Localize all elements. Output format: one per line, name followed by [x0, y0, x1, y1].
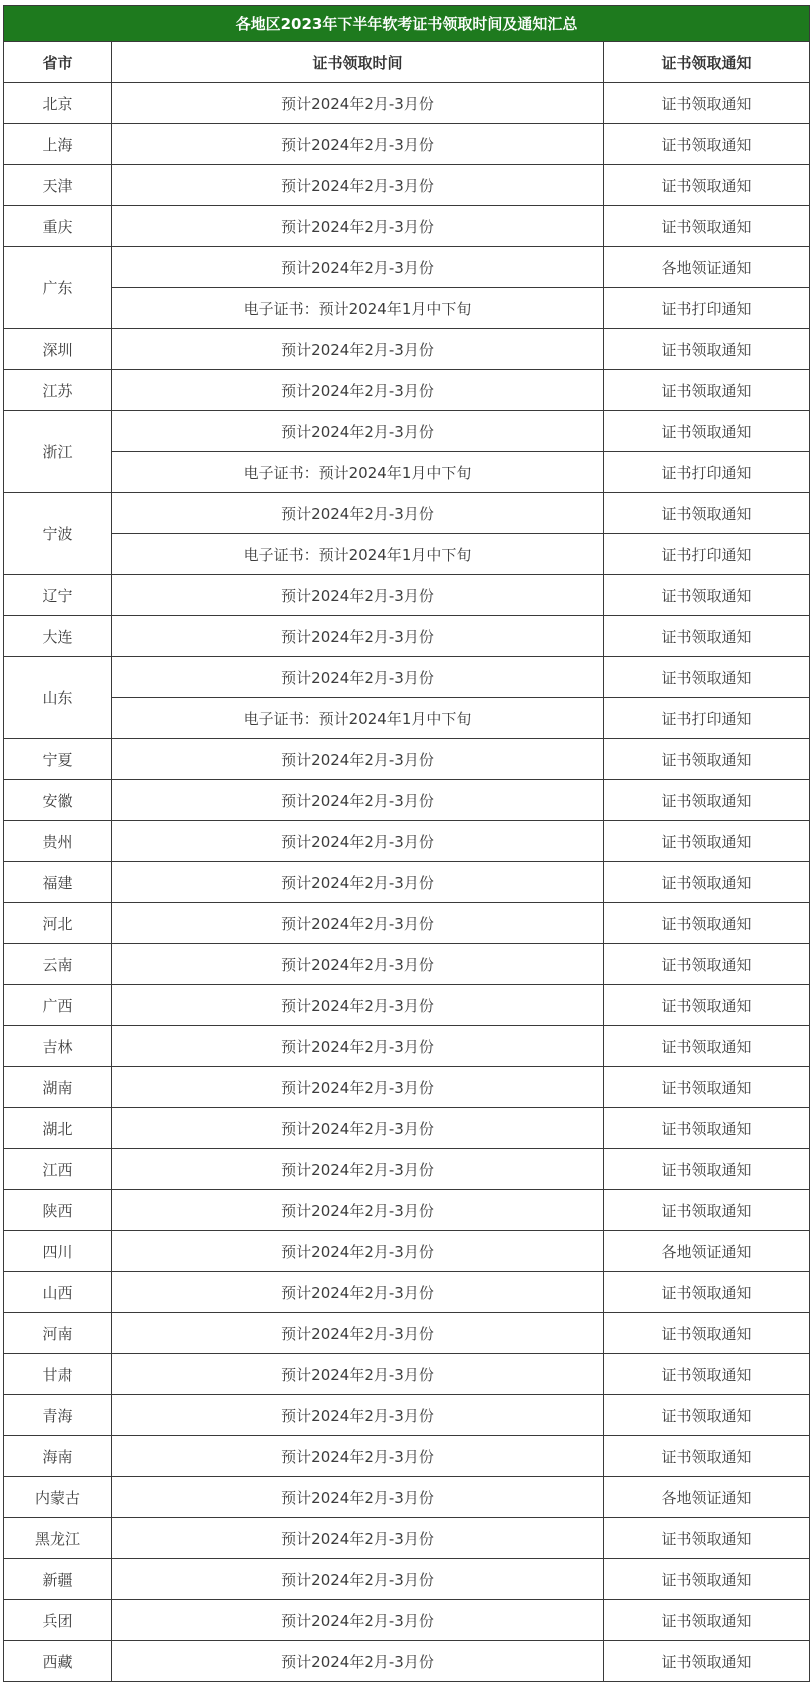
region-cell: 江西	[4, 1149, 112, 1190]
time-cell: 预计2024年2月-3月份	[112, 83, 604, 124]
time-cell: 预计2024年2月-3月份	[112, 247, 604, 288]
region-cell: 安徽	[4, 780, 112, 821]
region-cell: 河北	[4, 903, 112, 944]
notice-link[interactable]: 证书领取通知	[604, 575, 810, 616]
region-cell: 吉林	[4, 1026, 112, 1067]
notice-link[interactable]: 证书领取通知	[604, 739, 810, 780]
table-row	[4, 83, 810, 124]
table-row	[4, 739, 810, 780]
notice-link[interactable]: 证书领取通知	[604, 944, 810, 985]
region-cell: 甘肃	[4, 1354, 112, 1395]
notice-link[interactable]: 证书领取通知	[604, 821, 810, 862]
table-row	[4, 1067, 810, 1108]
time-cell: 电子证书：预计2024年1月中下旬	[112, 452, 604, 493]
table-row	[4, 124, 810, 165]
time-cell: 预计2024年2月-3月份	[112, 1436, 604, 1477]
notice-link[interactable]: 证书领取通知	[604, 1641, 810, 1682]
notice-link[interactable]: 证书打印通知	[604, 534, 810, 575]
region-cell: 福建	[4, 862, 112, 903]
notice-link[interactable]: 证书领取通知	[604, 1026, 810, 1067]
notice-link[interactable]: 证书领取通知	[604, 1149, 810, 1190]
region-cell: 山西	[4, 1272, 112, 1313]
time-cell: 预计2024年2月-3月份	[112, 985, 604, 1026]
time-cell: 预计2024年2月-3月份	[112, 739, 604, 780]
notice-link[interactable]: 证书打印通知	[604, 288, 810, 329]
region-cell: 西藏	[4, 1641, 112, 1682]
region-cell: 深圳	[4, 329, 112, 370]
time-cell: 预计2024年2月-3月份	[112, 862, 604, 903]
table-row	[4, 1354, 810, 1395]
table-row	[4, 206, 810, 247]
time-cell: 预计2024年2月-3月份	[112, 1600, 604, 1641]
time-cell: 预计2024年2月-3月份	[112, 1190, 604, 1231]
region-cell: 内蒙古	[4, 1477, 112, 1518]
region-cell: 浙江	[4, 411, 112, 493]
table-row	[4, 1641, 810, 1682]
time-cell: 预计2024年2月-3月份	[112, 329, 604, 370]
region-cell: 青海	[4, 1395, 112, 1436]
region-cell: 天津	[4, 165, 112, 206]
certificate-summary	[3, 5, 809, 1682]
notice-link[interactable]: 各地领证通知	[604, 1231, 810, 1272]
table-row	[4, 1190, 810, 1231]
notice-link[interactable]: 证书领取通知	[604, 1518, 810, 1559]
table-row	[4, 1149, 810, 1190]
region-cell: 新疆	[4, 1559, 112, 1600]
time-cell: 预计2024年2月-3月份	[112, 206, 604, 247]
table-row	[4, 616, 810, 657]
region-cell: 兵团	[4, 1600, 112, 1641]
table-row	[4, 903, 810, 944]
time-cell: 电子证书：预计2024年1月中下旬	[112, 288, 604, 329]
time-cell: 预计2024年2月-3月份	[112, 493, 604, 534]
region-cell: 江苏	[4, 370, 112, 411]
table-row	[4, 452, 810, 493]
table-row	[4, 821, 810, 862]
table-row	[4, 1518, 810, 1559]
region-cell: 海南	[4, 1436, 112, 1477]
header-notice: 证书领取通知	[604, 42, 810, 83]
table-row	[4, 862, 810, 903]
table-row	[4, 985, 810, 1026]
notice-link[interactable]: 证书领取通知	[604, 1067, 810, 1108]
table-row	[4, 1559, 810, 1600]
table-row	[4, 1026, 810, 1067]
time-cell: 预计2024年2月-3月份	[112, 1354, 604, 1395]
notice-link[interactable]: 证书领取通知	[604, 329, 810, 370]
time-cell: 预计2024年2月-3月份	[112, 124, 604, 165]
time-cell: 预计2024年2月-3月份	[112, 1518, 604, 1559]
header-region: 省市	[4, 42, 112, 83]
notice-link[interactable]: 证书领取通知	[604, 1395, 810, 1436]
table-row	[4, 370, 810, 411]
notice-link[interactable]: 各地领证通知	[604, 247, 810, 288]
notice-link[interactable]: 证书领取通知	[604, 1436, 810, 1477]
region-cell: 河南	[4, 1313, 112, 1354]
notice-link[interactable]: 证书领取通知	[604, 165, 810, 206]
notice-link[interactable]: 证书领取通知	[604, 1313, 810, 1354]
region-cell: 大连	[4, 616, 112, 657]
table-row	[4, 698, 810, 739]
time-cell: 预计2024年2月-3月份	[112, 1108, 604, 1149]
notice-link[interactable]: 证书领取通知	[604, 370, 810, 411]
table-row	[4, 1477, 810, 1518]
time-cell: 预计2024年2月-3月份	[112, 780, 604, 821]
time-cell: 预计2024年2月-3月份	[112, 1067, 604, 1108]
notice-link[interactable]: 证书领取通知	[604, 411, 810, 452]
table-row	[4, 247, 810, 288]
time-cell: 预计2024年2月-3月份	[112, 1026, 604, 1067]
table-body	[4, 83, 810, 1682]
region-cell: 山东	[4, 657, 112, 739]
region-cell: 湖南	[4, 1067, 112, 1108]
notice-link[interactable]: 证书领取通知	[604, 657, 810, 698]
table-row	[4, 1436, 810, 1477]
region-cell: 云南	[4, 944, 112, 985]
table-row	[4, 329, 810, 370]
region-cell: 重庆	[4, 206, 112, 247]
table-row	[4, 165, 810, 206]
notice-link[interactable]: 证书领取通知	[604, 1354, 810, 1395]
region-cell: 贵州	[4, 821, 112, 862]
time-cell: 预计2024年2月-3月份	[112, 1231, 604, 1272]
notice-link[interactable]: 证书打印通知	[604, 452, 810, 493]
notice-link[interactable]: 证书领取通知	[604, 616, 810, 657]
certificate-table	[3, 5, 810, 1682]
notice-link[interactable]: 各地领证通知	[604, 1477, 810, 1518]
time-cell: 预计2024年2月-3月份	[112, 821, 604, 862]
time-cell: 预计2024年2月-3月份	[112, 903, 604, 944]
header-time: 证书领取时间	[112, 42, 604, 83]
table-row	[4, 1313, 810, 1354]
table-row	[4, 534, 810, 575]
table-row	[4, 493, 810, 534]
table-row	[4, 1600, 810, 1641]
notice-link[interactable]: 证书领取通知	[604, 780, 810, 821]
region-cell: 宁波	[4, 493, 112, 575]
table-row	[4, 1108, 810, 1149]
table-title: 各地区2023年下半年软考证书领取时间及通知汇总	[4, 6, 810, 42]
region-cell: 上海	[4, 124, 112, 165]
table-row	[4, 1395, 810, 1436]
region-cell: 四川	[4, 1231, 112, 1272]
notice-link[interactable]: 证书领取通知	[604, 1190, 810, 1231]
table-row	[4, 944, 810, 985]
notice-link[interactable]: 证书领取通知	[604, 1600, 810, 1641]
notice-link[interactable]: 证书领取通知	[604, 1559, 810, 1600]
time-cell: 预计2024年2月-3月份	[112, 944, 604, 985]
notice-link[interactable]: 证书领取通知	[604, 985, 810, 1026]
table-row	[4, 780, 810, 821]
time-cell: 预计2024年2月-3月份	[112, 411, 604, 452]
notice-link[interactable]: 证书领取通知	[604, 1108, 810, 1149]
notice-link[interactable]: 证书领取通知	[604, 862, 810, 903]
time-cell: 电子证书：预计2024年1月中下旬	[112, 534, 604, 575]
notice-link[interactable]: 证书领取通知	[604, 1272, 810, 1313]
time-cell: 预计2024年2月-3月份	[112, 1641, 604, 1682]
table-row	[4, 1272, 810, 1313]
notice-link[interactable]: 证书打印通知	[604, 698, 810, 739]
region-cell: 陕西	[4, 1190, 112, 1231]
notice-link[interactable]: 证书领取通知	[604, 493, 810, 534]
region-cell: 黑龙江	[4, 1518, 112, 1559]
table-row	[4, 575, 810, 616]
time-cell: 预计2024年2月-3月份	[112, 616, 604, 657]
notice-link[interactable]: 证书领取通知	[604, 83, 810, 124]
region-cell: 湖北	[4, 1108, 112, 1149]
table-row	[4, 657, 810, 698]
time-cell: 预计2024年2月-3月份	[112, 1477, 604, 1518]
notice-link[interactable]: 证书领取通知	[604, 903, 810, 944]
region-cell: 宁夏	[4, 739, 112, 780]
time-cell: 预计2024年2月-3月份	[112, 1395, 604, 1436]
table-row	[4, 288, 810, 329]
time-cell: 预计2024年2月-3月份	[112, 657, 604, 698]
table-row	[4, 1231, 810, 1272]
region-cell: 北京	[4, 83, 112, 124]
notice-link[interactable]: 证书领取通知	[604, 206, 810, 247]
region-cell: 广西	[4, 985, 112, 1026]
time-cell: 预计2024年2月-3月份	[112, 1149, 604, 1190]
notice-link[interactable]: 证书领取通知	[604, 124, 810, 165]
time-cell: 预计2024年2月-3月份	[112, 575, 604, 616]
time-cell: 预计2024年2月-3月份	[112, 370, 604, 411]
time-cell: 预计2024年2月-3月份	[112, 1313, 604, 1354]
region-cell: 广东	[4, 247, 112, 329]
time-cell: 预计2024年2月-3月份	[112, 165, 604, 206]
region-cell: 辽宁	[4, 575, 112, 616]
time-cell: 预计2024年2月-3月份	[112, 1272, 604, 1313]
time-cell: 电子证书：预计2024年1月中下旬	[112, 698, 604, 739]
table-row	[4, 411, 810, 452]
time-cell: 预计2024年2月-3月份	[112, 1559, 604, 1600]
